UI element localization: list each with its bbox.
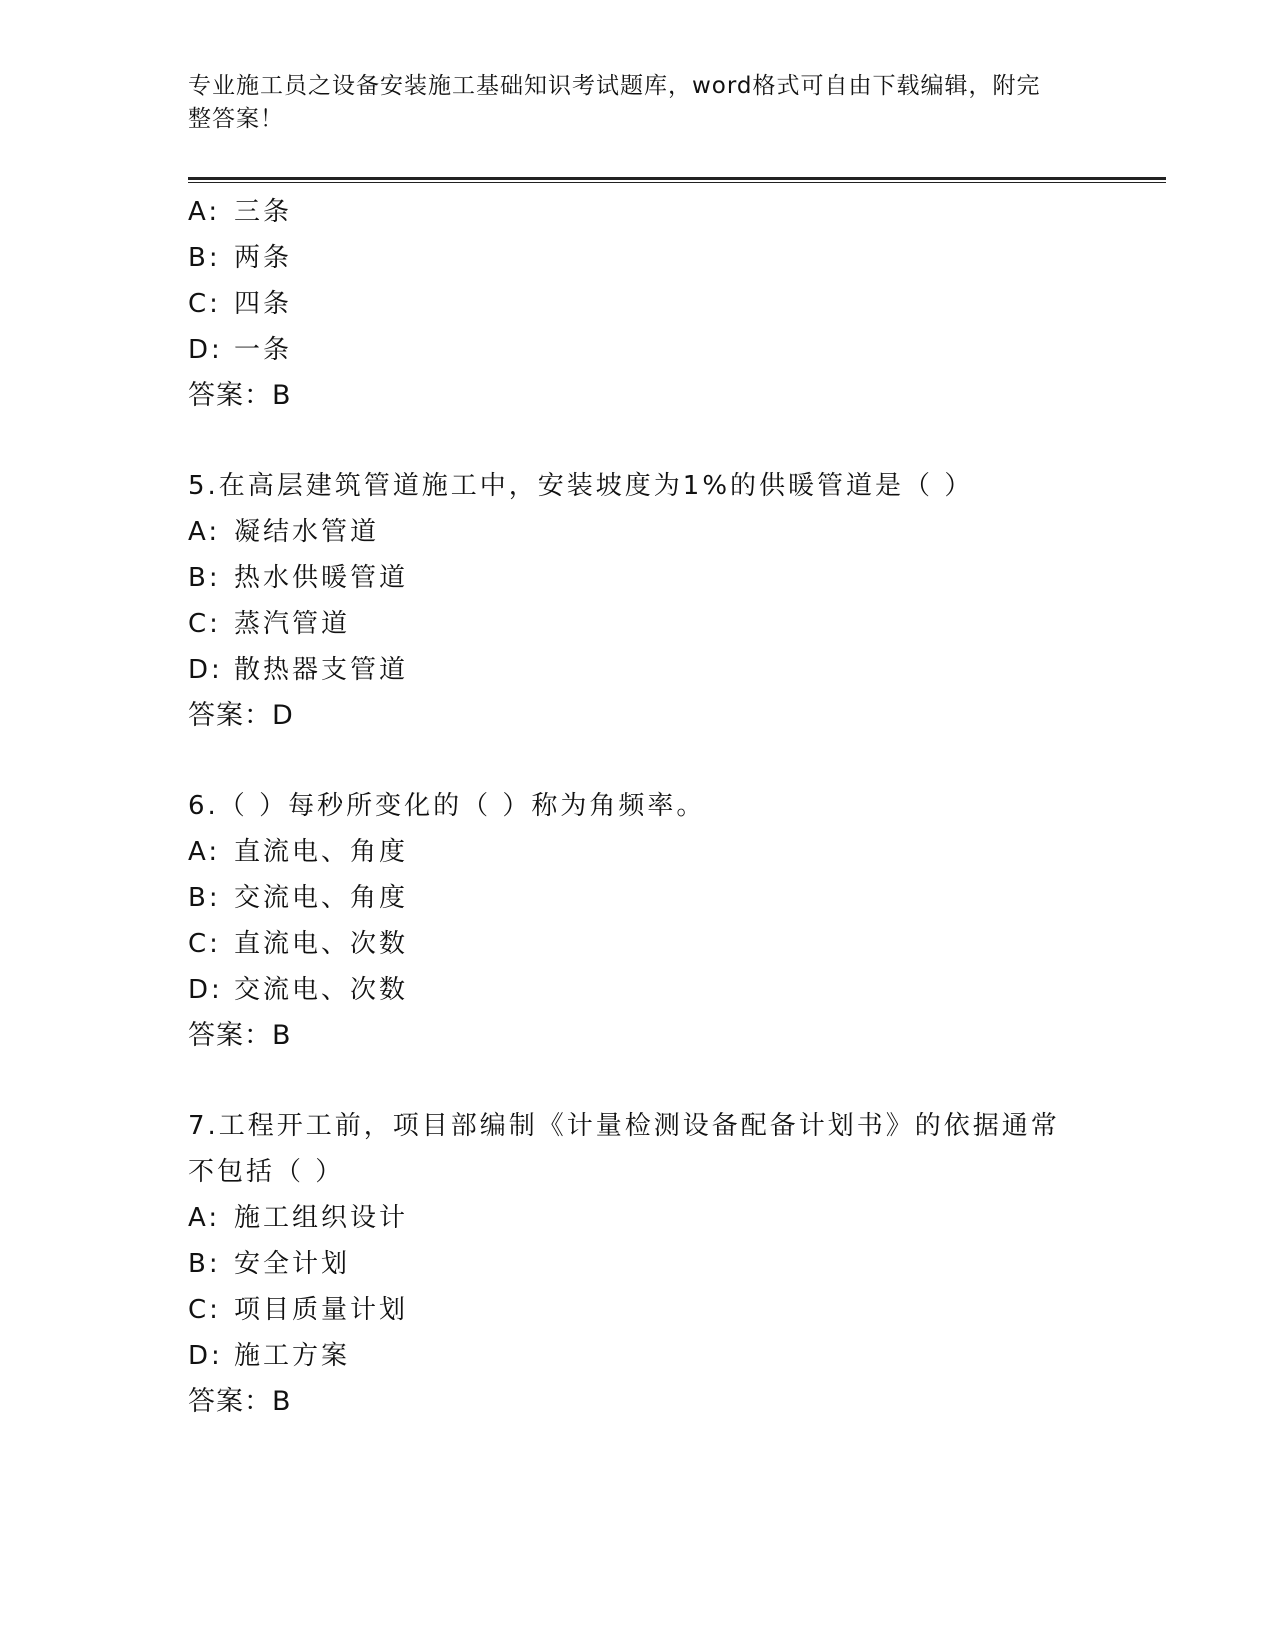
option-text: 直流电、次数 bbox=[234, 929, 409, 959]
option-c bbox=[188, 1287, 1088, 1333]
option-text: 热水供暖管道 bbox=[234, 563, 409, 593]
question-block-5 bbox=[188, 463, 1088, 739]
option-letter: A: bbox=[188, 517, 221, 547]
option-text: 直流电、角度 bbox=[234, 837, 409, 867]
option-text: 项目质量计划 bbox=[234, 1295, 409, 1325]
option-letter: A: bbox=[188, 197, 221, 227]
option-a bbox=[188, 1195, 1088, 1241]
answer-line: 答案：B bbox=[188, 1386, 292, 1417]
header-divider-thick bbox=[188, 177, 1166, 180]
option-text: 施工组织设计 bbox=[234, 1203, 409, 1233]
question-text: 5.在高层建筑管道施工中，安装坡度为1%的供暖管道是（ ） bbox=[188, 471, 974, 501]
option-text: 安全计划 bbox=[234, 1249, 351, 1279]
answer-line: 答案：B bbox=[188, 1020, 292, 1051]
option-c bbox=[188, 601, 1088, 647]
option-b bbox=[188, 1241, 1088, 1287]
option-text: 两条 bbox=[234, 243, 293, 273]
option-d bbox=[188, 327, 1088, 373]
question-list bbox=[188, 189, 1088, 1425]
option-letter: A: bbox=[188, 837, 221, 867]
option-text: 蒸汽管道 bbox=[234, 609, 351, 639]
question-block-7 bbox=[188, 1103, 1088, 1425]
option-letter: D: bbox=[188, 335, 223, 365]
option-letter: D: bbox=[188, 1341, 223, 1371]
option-letter: B: bbox=[188, 243, 221, 273]
question-text-line-2: 不包括（ ） bbox=[188, 1157, 345, 1187]
option-text: 四条 bbox=[234, 289, 293, 319]
option-letter: C: bbox=[188, 289, 221, 319]
option-text: 凝结水管道 bbox=[234, 517, 380, 547]
option-a bbox=[188, 509, 1088, 555]
option-a bbox=[188, 829, 1088, 875]
header-text-line-1: 专业施工员之设备安装施工基础知识考试题库，word格式可自由下载编辑，附完 bbox=[188, 73, 1041, 99]
option-b bbox=[188, 555, 1088, 601]
option-text: 交流电、次数 bbox=[234, 975, 409, 1005]
option-d bbox=[188, 647, 1088, 693]
spacer bbox=[188, 419, 1088, 463]
option-c bbox=[188, 281, 1088, 327]
answer-line: 答案：D bbox=[188, 700, 294, 731]
question-text: 6.（ ）每秒所变化的（ ）称为角频率。 bbox=[188, 791, 706, 821]
option-d bbox=[188, 967, 1088, 1013]
option-letter: D: bbox=[188, 975, 223, 1005]
question-block-4 bbox=[188, 189, 1088, 419]
option-text: 一条 bbox=[234, 335, 293, 365]
header-text-line-2: 整答案！ bbox=[188, 106, 284, 132]
option-letter: B: bbox=[188, 563, 221, 593]
option-text: 散热器支管道 bbox=[234, 655, 409, 685]
option-text: 三条 bbox=[234, 197, 293, 227]
question-block-6 bbox=[188, 783, 1088, 1059]
spacer bbox=[188, 739, 1088, 783]
option-letter: B: bbox=[188, 883, 221, 913]
document-header bbox=[188, 70, 1068, 136]
option-letter: B: bbox=[188, 1249, 221, 1279]
option-c bbox=[188, 921, 1088, 967]
option-letter: D: bbox=[188, 655, 223, 685]
option-b bbox=[188, 875, 1088, 921]
option-a bbox=[188, 189, 1088, 235]
option-b bbox=[188, 235, 1088, 281]
spacer bbox=[188, 1059, 1088, 1103]
option-d bbox=[188, 1333, 1088, 1379]
option-letter: C: bbox=[188, 1295, 221, 1325]
header-divider-thin bbox=[188, 182, 1166, 183]
question-text-line-1: 7.工程开工前，项目部编制《计量检测设备配备计划书》的依据通常 bbox=[188, 1111, 1060, 1141]
option-text: 施工方案 bbox=[234, 1341, 351, 1371]
answer-line: 答案：B bbox=[188, 380, 292, 411]
option-letter: C: bbox=[188, 609, 221, 639]
option-text: 交流电、角度 bbox=[234, 883, 409, 913]
option-letter: C: bbox=[188, 929, 221, 959]
option-letter: A: bbox=[188, 1203, 221, 1233]
